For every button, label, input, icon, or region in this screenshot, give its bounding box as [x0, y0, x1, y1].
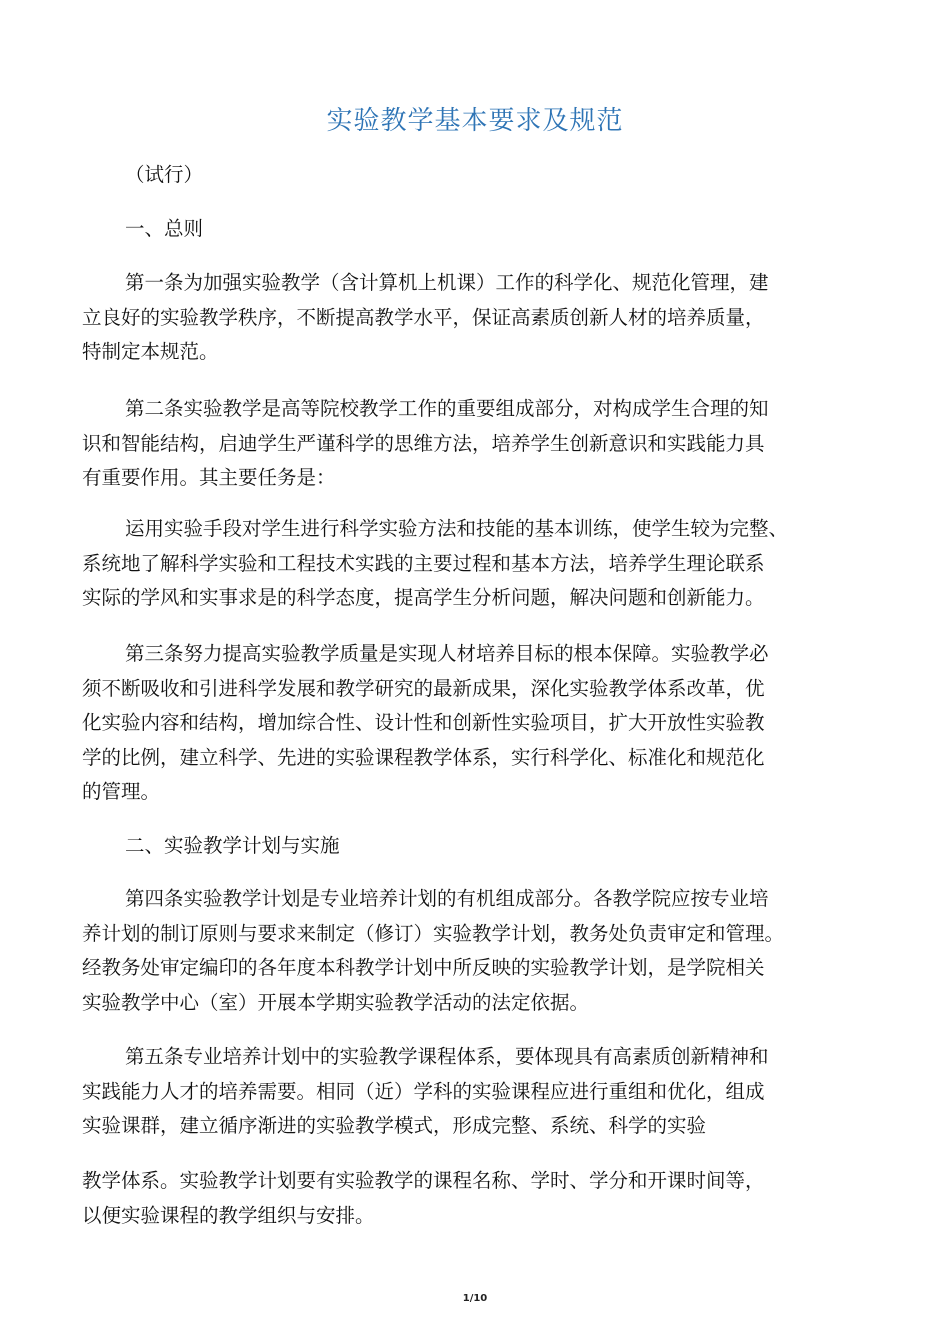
paragraph-line: 第二条实验教学是高等院校教学工作的重要组成部分，对构成学生合理的知 [125, 397, 769, 420]
paragraph-line: 以便实验课程的教学组织与安排。 [82, 1203, 375, 1227]
paragraph-line: 运用实验手段对学生进行科学实验方法和技能的基本训练，使学生较为完整、 [125, 517, 789, 540]
paragraph-line: 第四条实验教学计划是专业培养计划的有机组成部分。各教学院应按专业培 [125, 887, 769, 910]
section-heading-text: 一、总则 [125, 217, 204, 240]
paragraph-line: 第一条为加强实验教学（含计算机上机课）工作的科学化、规范化管理，建 [125, 271, 769, 294]
paragraph-line: 须不断吸收和引进科学发展和教学研究的最新成果，深化实验教学体系改革，优 [82, 676, 765, 700]
paragraph-article-1 [82, 266, 872, 370]
section-heading-general [82, 212, 872, 247]
paragraph-article-3 [82, 637, 872, 810]
paragraph-line: 实践能力人才的培养需要。相同（近）学科的实验课程应进行重组和优化，组成 [82, 1079, 765, 1103]
paragraph-line: 实验教学中心（室）开展本学期实验教学活动的法定依据。 [82, 990, 590, 1014]
paragraph-article-5 [82, 1040, 872, 1144]
paragraph-line: 识和智能结构，启迪学生严谨科学的思维方法，培养学生创新意识和实践能力具 [82, 431, 765, 455]
document-title: 实验教学基本要求及规范 [326, 106, 624, 136]
page-number: 1/10 [462, 1293, 488, 1304]
section-heading-plan [82, 829, 872, 864]
paragraph-line: 实验课群，建立循序渐进的实验教学模式，形成完整、系统、科学的实验 [82, 1114, 707, 1137]
subtitle-block [82, 158, 872, 193]
paragraph-line: 化实验内容和结构，增加综合性、设计性和创新性实验项目，扩大开放性实验教 [82, 711, 765, 734]
paragraph-line: 第五条专业培养计划中的实验教学课程体系，要体现具有高素质创新精神和 [125, 1045, 769, 1068]
paragraph-line: 学的比例，建立科学、先进的实验课程教学体系，实行科学化、标准化和规范化 [82, 745, 765, 769]
paragraph-line: 系统地了解科学实验和工程技术实践的主要过程和基本方法，培养学生理论联系 [82, 551, 765, 575]
paragraph-line: 养计划的制订原则与要求来制定（修订）实验教学计划，教务处负责审定和管理。 [82, 921, 785, 945]
paragraph-line: 教学体系。实验教学计划要有实验教学的课程名称、学时、学分和开课时间等， [82, 1169, 765, 1192]
paragraph-main-tasks [82, 512, 872, 616]
paragraph-line: 立良好的实验教学秩序，不断提高教学水平，保证高素质创新人材的培养质量， [82, 305, 765, 329]
paragraph-article-4 [82, 882, 872, 1020]
paragraph-line: 有重要作用。其主要任务是： [82, 466, 336, 489]
section-heading-text: 二、实验教学计划与实施 [125, 834, 340, 857]
paragraph-line: 第三条努力提高实验教学质量是实现人材培养目标的根本保障。实验教学必 [125, 642, 769, 665]
paragraph-line: 经教务处审定编印的各年度本科教学计划中所反映的实验教学计划，是学院相关 [82, 956, 765, 979]
paragraph-article-5-continued [82, 1164, 872, 1233]
paragraph-article-2 [82, 392, 872, 496]
paragraph-line: 特制定本规范。 [82, 340, 219, 363]
document-subtitle: （试行） [125, 163, 204, 186]
paragraph-line: 的管理。 [82, 780, 161, 803]
paragraph-line: 实际的学风和实事求是的科学态度，提高学生分析问题，解决问题和创新能力。 [82, 586, 765, 609]
